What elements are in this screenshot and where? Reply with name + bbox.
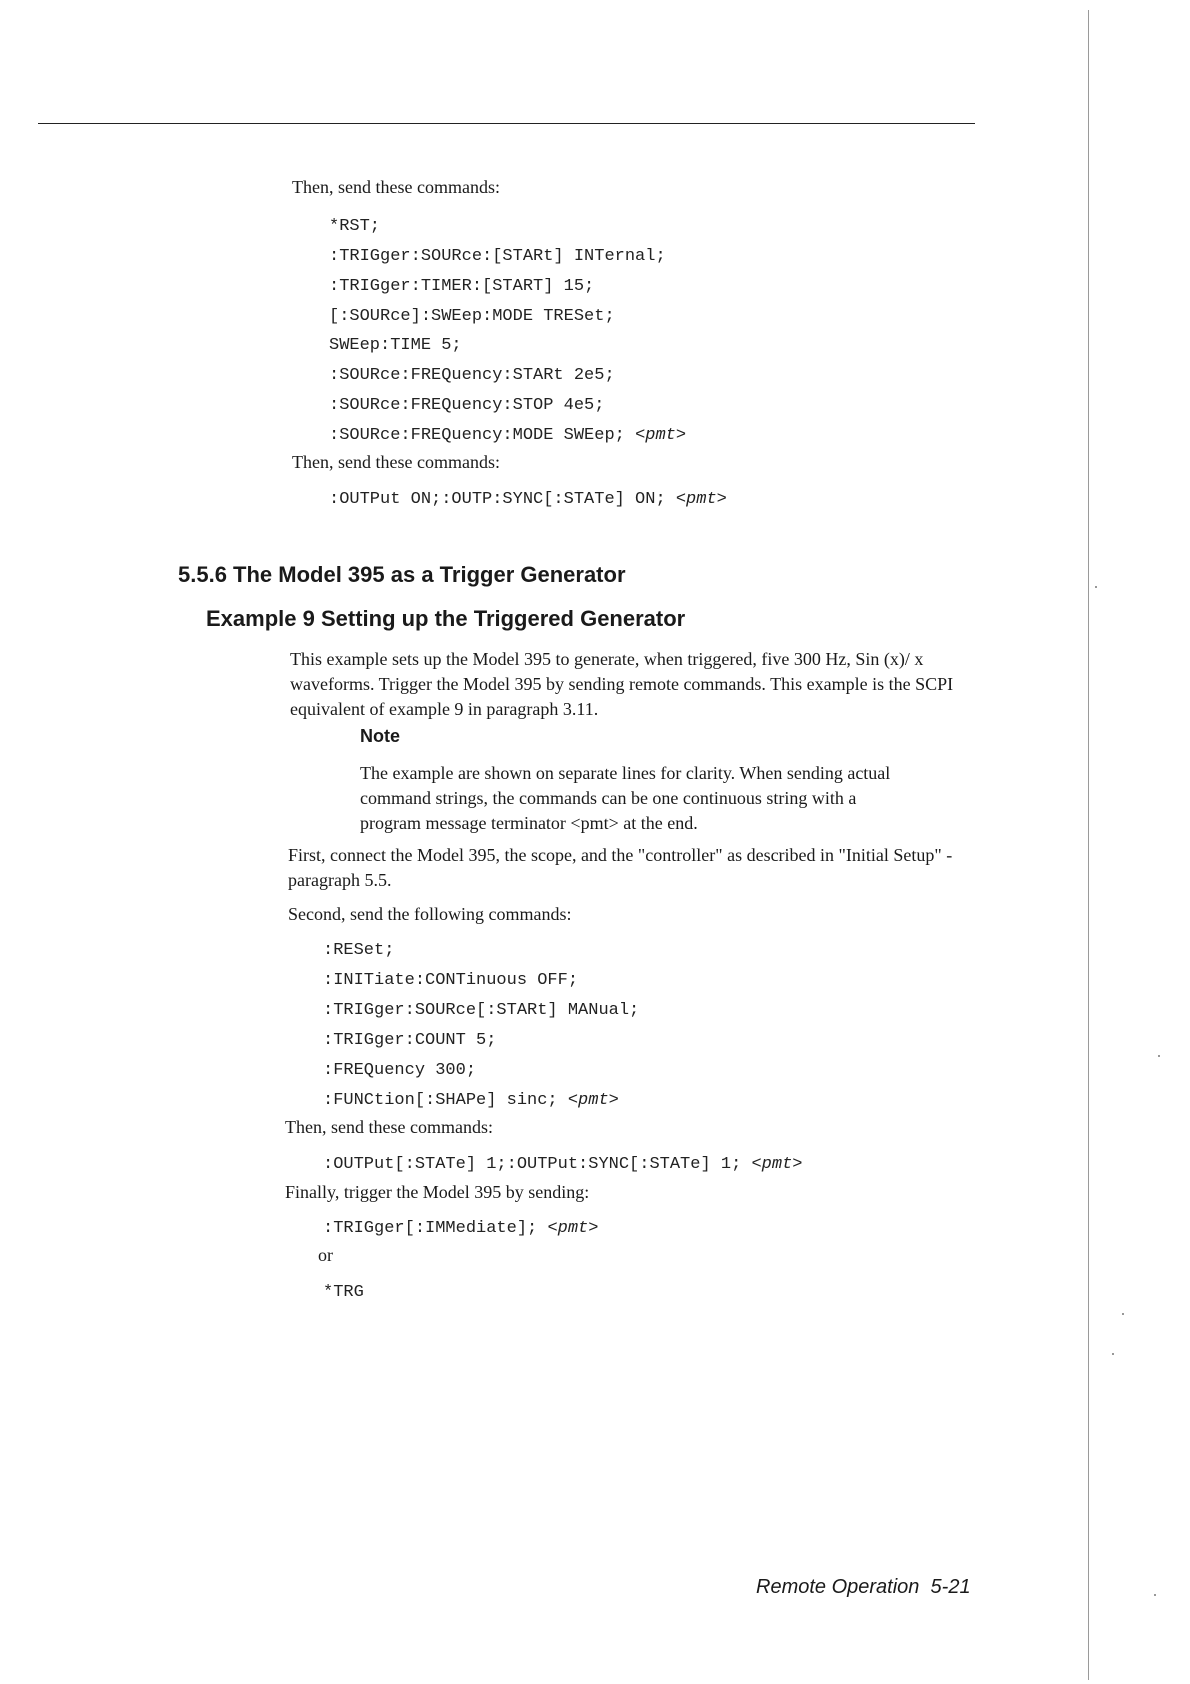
command-trigger-count: :TRIGger:COUNT 5; — [323, 1031, 497, 1050]
pmt-terminator: <pmt> — [635, 426, 687, 445]
trigger-command — [323, 1219, 598, 1239]
intro-text-1: Then, send these commands: — [292, 177, 500, 197]
pmt-terminator: <pmt> — [547, 1219, 599, 1238]
command-3: :TRIGger:TIMER:[START] 15; — [329, 277, 595, 296]
pmt-terminator: <pmt> — [567, 1091, 619, 1110]
footer-page-number: 5-21 — [930, 1576, 971, 1598]
intro-text-3: Then, send these commands: — [285, 1117, 493, 1137]
command-4: [:SOURce]:SWEep:MODE TRESet; — [329, 307, 615, 326]
footer-section: Remote Operation — [756, 1576, 920, 1598]
intro-text-2: Then, send these commands: — [292, 452, 500, 472]
output-command — [329, 490, 727, 510]
trg-command: *TRG — [323, 1283, 364, 1302]
scan-speck — [1158, 1055, 1160, 1057]
output-state-command — [323, 1155, 803, 1175]
command-5: SWEep:TIME 5; — [329, 336, 462, 355]
command-function — [323, 1091, 619, 1111]
scan-speck — [1122, 1313, 1124, 1315]
pmt-terminator: <pmt> — [751, 1155, 803, 1174]
command-8 — [329, 426, 686, 446]
scan-speck — [1112, 1353, 1114, 1355]
command-text: :OUTPut ON;:OUTP:SYNC[:STATe] ON; — [329, 490, 666, 509]
command-1: *RST; — [329, 217, 381, 236]
command-7: :SOURce:FREQuency:STOP 4e5; — [329, 396, 605, 415]
page-edge-line — [1088, 10, 1089, 1680]
command-text: :FUNCtion[:SHAPe] sinc; — [323, 1091, 558, 1110]
section-heading: 5.5.6 The Model 395 as a Trigger Generator — [178, 562, 626, 587]
command-initiate: :INITiate:CONTinuous OFF; — [323, 971, 579, 990]
command-reset: :RESet; — [323, 941, 395, 960]
scan-speck — [1154, 1594, 1156, 1596]
scan-speck — [1095, 586, 1097, 588]
header-rule — [38, 123, 975, 124]
command-text: :SOURce:FREQuency:MODE SWEep; — [329, 426, 625, 445]
command-frequency: :FREQuency 300; — [323, 1061, 477, 1080]
command-2: :TRIGger:SOURce:[STARt] INTernal; — [329, 247, 666, 266]
page-footer — [756, 1576, 971, 1599]
command-6: :SOURce:FREQuency:STARt 2e5; — [329, 366, 615, 385]
second-step: Second, send the following commands: — [288, 904, 572, 924]
command-text: :TRIGger[:IMMediate]; — [323, 1219, 538, 1238]
example-heading: Example 9 Setting up the Triggered Generator — [206, 606, 686, 631]
command-trigger-source: :TRIGger:SOURce[:STARt] MANual; — [323, 1001, 640, 1020]
command-text: :OUTPut[:STATe] 1;:OUTPut:SYNC[:STATe] 1; — [323, 1155, 742, 1174]
or-text: or — [318, 1245, 333, 1265]
note-title: Note — [360, 726, 400, 746]
example-paragraph: This example sets up the Model 395 to generate, when triggered, five 300 Hz, Sin (x)/ x waveforms. Trigger the Model 395 by sending remote commands. This example is the SCPI equivalent of example 9 in paragraph 3.11. — [290, 649, 954, 719]
first-step: First, connect the Model 395, the scope, and the "controller" as described in "Initial Setup" - paragraph 5.5. — [288, 845, 953, 890]
pmt-terminator: <pmt> — [675, 490, 727, 509]
note-text: The example are shown on separate lines for clarity. When sending actual command strings, the commands can be one continuous string with a program message terminator <pmt> at the end. — [360, 763, 891, 833]
intro-text-4: Finally, trigger the Model 395 by sending: — [285, 1182, 590, 1202]
